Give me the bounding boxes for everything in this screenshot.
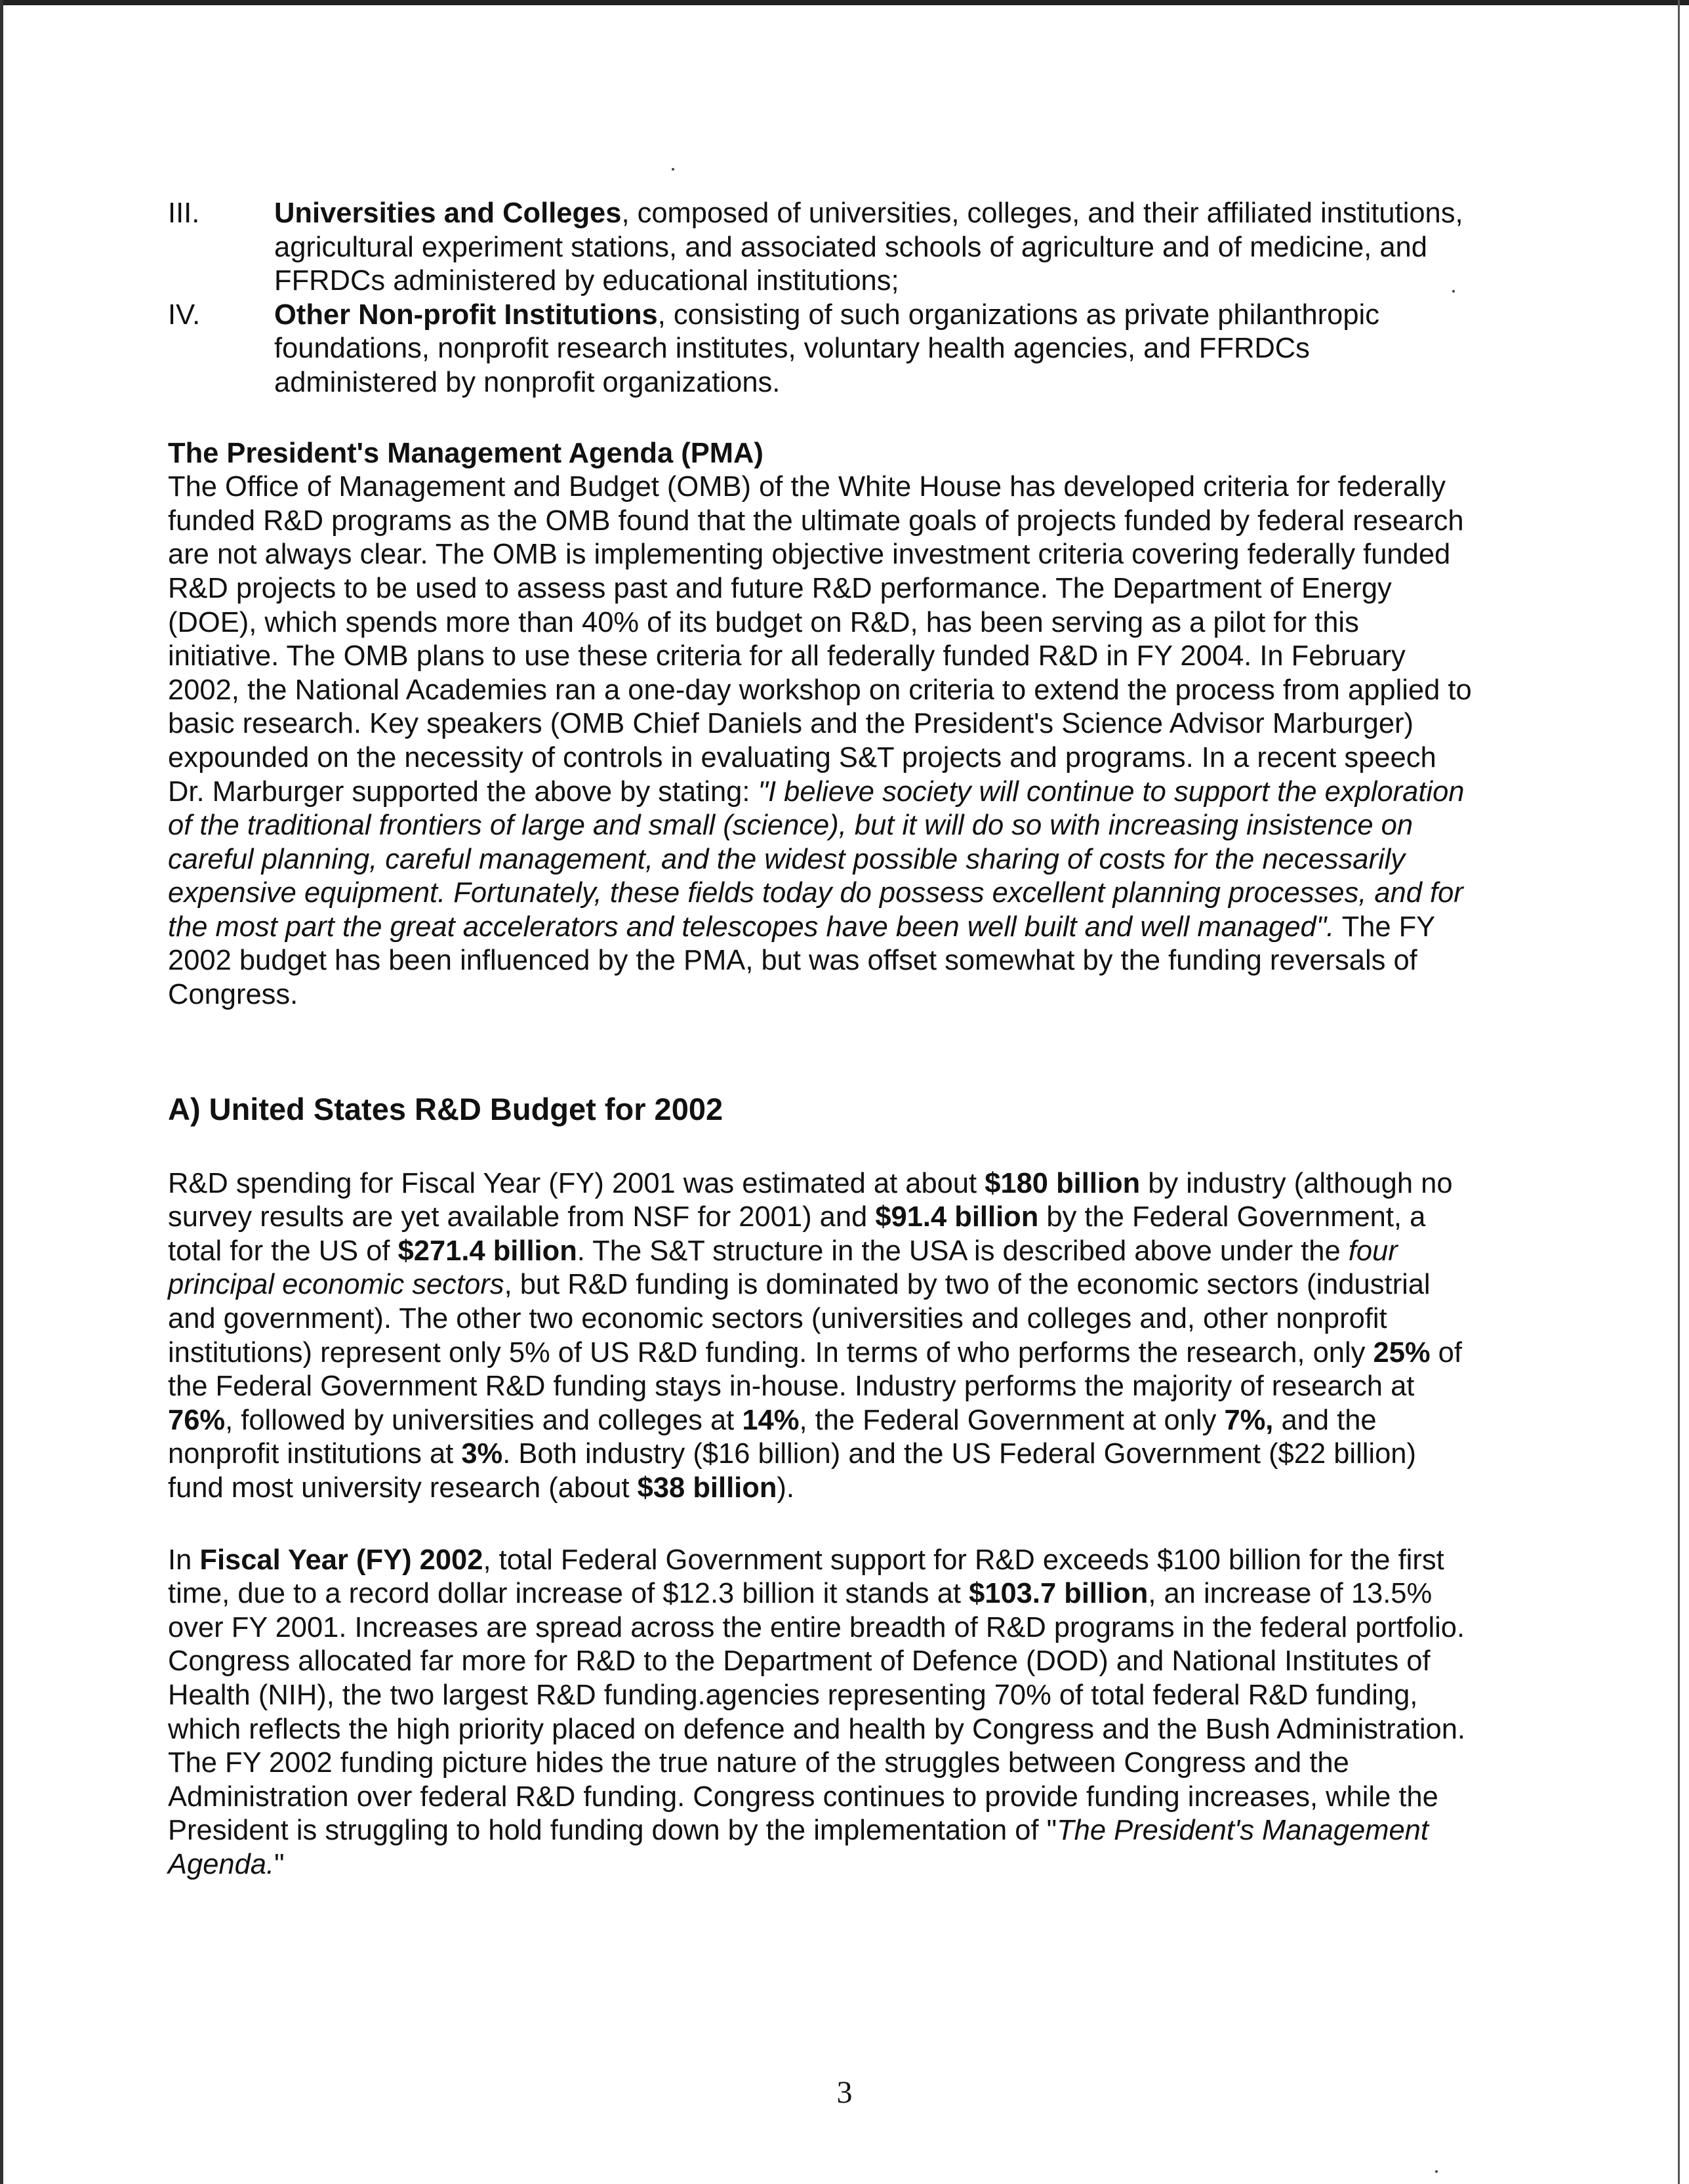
list-term: Other Non-profit Institutions	[274, 299, 658, 331]
scan-edge-right	[1678, 0, 1680, 2184]
bold-figure: 3%	[461, 1438, 503, 1470]
text-run: R&D spending for Fiscal Year (FY) 2001 was estimated at about	[168, 1167, 985, 1199]
bold-figure: Fiscal Year (FY) 2002	[199, 1544, 483, 1576]
list-description: , consisting of such organizations as private philanthropic foundations, nonprofit research institutes, voluntary health agencies, and FFRDCs administered by nonprofit organizations.	[274, 299, 1379, 398]
text-run: and the nonprofit institutions at	[168, 1404, 1377, 1470]
list-term: Universities and Colleges	[274, 197, 622, 229]
text-run: . The S&T structure in the USA is described above under the	[577, 1235, 1349, 1267]
bold-figure: 25%	[1373, 1336, 1431, 1369]
pma-section	[168, 437, 1473, 1012]
paragraph-fy2001	[168, 1167, 1473, 1506]
text-run: In	[168, 1544, 200, 1576]
pma-text-2: The FY 2002 budget has been influenced by the PMA, but was offset somewhat by the funding reversals of Congress.	[168, 911, 1435, 1011]
pma-paragraph	[168, 470, 1473, 1012]
list-numeral: III.	[168, 197, 200, 229]
scan-speck	[1435, 2170, 1438, 2173]
text-run: . Both industry ($16 billion) and the US Federal Government ($22 billion) fund most university research (about	[168, 1438, 1416, 1504]
paragraph-fy2002	[168, 1544, 1473, 1882]
section-heading: A) United States R&D Budget for 2002	[168, 1091, 723, 1126]
text-run: , but R&D funding is dominated by two of the economic sectors (industrial and government). The other two economic sectors (universities and colleges and, other nonprofit institutions) represent only 5% of US R&D funding. In terms of who performs the research, only	[168, 1269, 1431, 1369]
italic-phrase: four principal economic sectors	[168, 1235, 1398, 1301]
bold-figure: 7%,	[1224, 1404, 1274, 1436]
scan-edge-top	[0, 0, 1689, 5]
bold-figure: $180 billion	[985, 1167, 1141, 1199]
list-item	[168, 197, 1473, 299]
text-run: , followed by universities and colleges at	[225, 1404, 743, 1436]
text-run: , an increase of 13.5% over FY 2001. Increases are spread across the entire breadth of R&D programs in the federal portfolio. Congress allocated far more for R&D to the Department of Defence (DOD) and National Institutes of Health (NIH), the two largest R&D funding.agencies representing 70% of total federal R&D funding, which reflects the high priority placed on defence and health by Congress and the Bush Administration. The FY 2002 funding picture hides the true nature of the struggles between Congress and the Administration over federal R&D funding. Congress continues to provide funding increases, while the President is struggling to hold funding down by the implementation of "	[168, 1578, 1466, 1847]
pma-text-1: The Office of Management and Budget (OMB) of the White House has developed criteria for federally funded R&D programs as the OMB found that the ultimate goals of projects funded by federal research are not always clear. The OMB is implementing objective investment criteria covering federally funded R&D projects to be used to assess past and future R&D performance. The Department of Energy (DOE), which spends more than 40% of its budget on R&D, has been serving as a pilot for this initiative. The OMB plans to use these criteria for all federally funded R&D in FY 2004. In February 2002, the National Academies ran a one-day workshop on criteria to extend the process from applied to basic research. Key speakers (OMB Chief Daniels and the President's Science Advisor Marburger) expounded on the necessity of controls in evaluating S&T projects and programs. In a recent speech Dr. Marburger supported the above by stating:	[168, 471, 1472, 808]
bold-figure: $91.4 billion	[875, 1201, 1039, 1233]
text-run: , the Federal Government at only	[799, 1404, 1225, 1436]
list-text	[274, 299, 1473, 400]
bold-figure: $103.7 billion	[969, 1578, 1149, 1610]
list-description: , composed of universities, colleges, and their affiliated institutions, agricultural experiment stations, and associated schools of agriculture and of medicine, and FFRDCs administered by educational institutions;	[274, 197, 1463, 297]
list-text	[274, 197, 1473, 299]
scan-edge-left	[0, 0, 3, 2184]
text-run: ).	[777, 1472, 794, 1504]
text-run: by the Federal Government, a total for the US of	[168, 1201, 1426, 1267]
pma-heading: The President's Management Agenda (PMA)	[168, 437, 763, 469]
bold-figure: $38 billion	[637, 1472, 777, 1504]
text-run: by industry (although no survey results are yet available from NSF for 2001) and	[168, 1167, 1453, 1233]
bold-figure: 76%	[168, 1404, 226, 1436]
text-run: "	[274, 1848, 285, 1880]
italic-phrase: The President's Management Agenda.	[168, 1815, 1429, 1880]
bold-figure: $271.4 billion	[397, 1235, 577, 1267]
page-number: 3	[836, 2075, 853, 2110]
scan-speck	[672, 168, 674, 171]
text-run: of the Federal Government R&D funding stays in-house. Industry performs the majority of research at	[168, 1336, 1462, 1403]
bold-figure: 14%	[742, 1404, 800, 1436]
list-item	[168, 299, 1473, 400]
document-body	[168, 197, 1473, 1882]
marburger-quote: "I believe society will continue to support the exploration of the traditional frontiers of large and small (science), but it will do so with increasing insistence on careful planning, careful management, and the widest possible sharing of costs for the necessarily expensive equipment. Fortunately, these fields today do possess excellent planning processes, and for the most part the great accelerators and telescopes have been well built and well managed".	[168, 775, 1465, 943]
text-run: , total Federal Government support for R&D exceeds $100 billion for the first time, due to a record dollar increase of $12.3 billion it stands at	[168, 1544, 1444, 1610]
list-numeral: IV.	[168, 299, 201, 331]
